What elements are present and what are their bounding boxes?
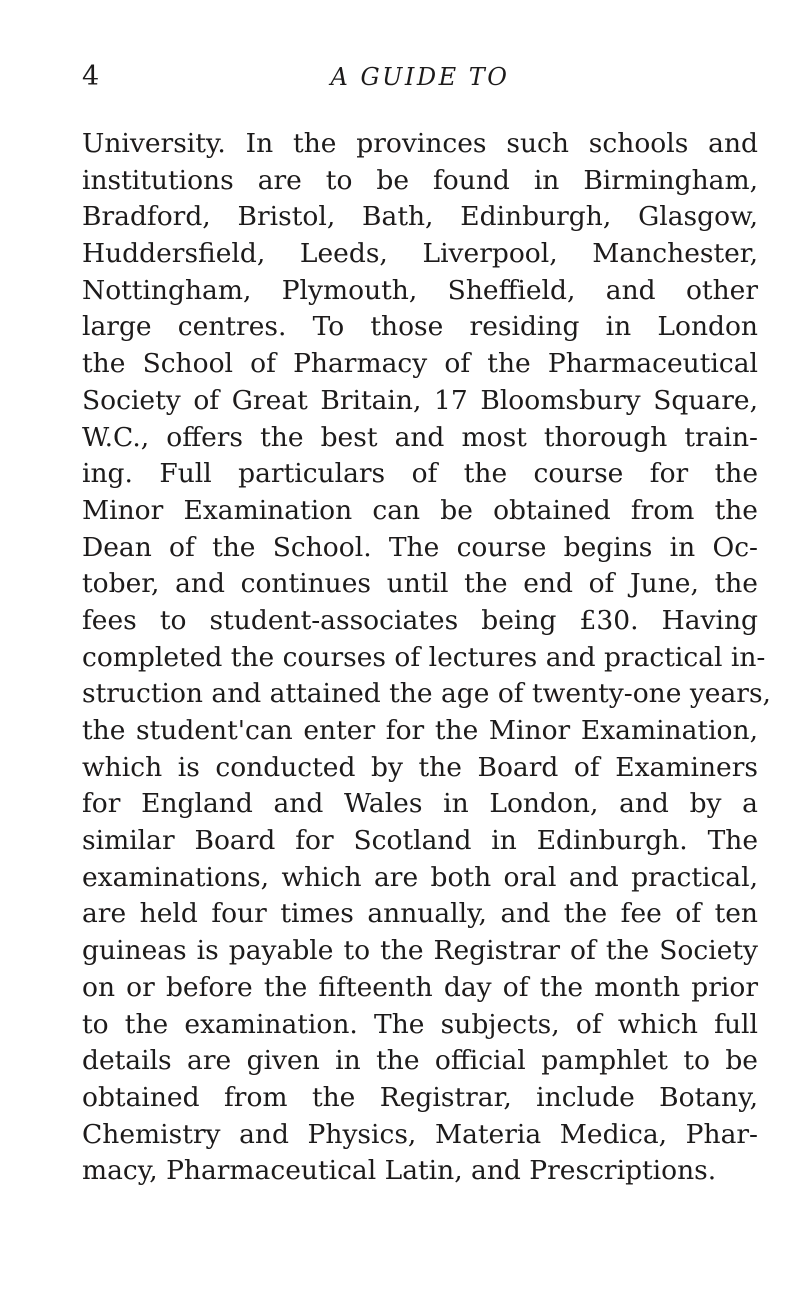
page-number: 4 <box>82 61 100 92</box>
text-line: University. In the provinces such schools and <box>82 128 758 159</box>
text-line: obtained from the Registrar, include Botany, <box>82 1081 758 1113</box>
text-line: W.C., offers the best and most thorough train- <box>82 421 758 453</box>
text-line: Society of Great Britain, 17 Bloomsbury Square, <box>82 384 758 416</box>
text-line: guineas is payable to the Registrar of the Society <box>82 935 758 967</box>
text-line: fees to student-associates being £30. Having <box>82 604 758 636</box>
text-line: Bradford, Bristol, Bath, Edinburgh, Glasgow, <box>82 201 758 233</box>
text-line: the student'can enter for the Minor Examination, <box>82 715 758 746</box>
running-head: A GUIDE TO <box>330 63 510 91</box>
text-line: Dean of the School. The course begins in Oc- <box>82 531 758 563</box>
text-line: to the examination. The subjects, of which full <box>82 1008 758 1040</box>
text-line: Huddersfield, Leeds, Liverpool, Manchester, <box>82 238 758 270</box>
text-line: the School of Pharmacy of the Pharmaceutical <box>82 348 758 380</box>
text-line: completed the courses of lectures and practical in- <box>82 641 766 673</box>
text-line: institutions are to be found in Birmingham, <box>82 164 758 196</box>
text-line: Minor Examination can be obtained from the <box>82 494 758 526</box>
text-line: Nottingham, Plymouth, Sheffield, and other <box>82 274 758 306</box>
body-paragraph <box>82 126 771 1190</box>
text-line: for England and Wales in London, and by a <box>82 788 758 820</box>
text-line: tober, and continues until the end of June, the <box>82 568 758 600</box>
text-line: examinations, which are both oral and practical, <box>82 861 758 893</box>
text-line: are held four times annually, and the fee of ten <box>82 898 758 930</box>
text-line: similar Board for Scotland in Edinburgh. The <box>82 825 758 857</box>
text-line: macy, Pharmaceutical Latin, and Prescriptions. <box>82 1155 717 1187</box>
text-line: details are given in the official pamphlet to be <box>82 1045 758 1077</box>
text-line: Chemistry and Physics, Materia Medica, Phar- <box>82 1118 758 1150</box>
text-line: on or before the fifteenth day of the month prior <box>82 971 758 1003</box>
text-line: large centres. To those residing in London <box>82 311 758 343</box>
text-line: struction and attained the age of twenty-one years, <box>82 678 771 710</box>
text-line: ing. Full particulars of the course for the <box>82 458 758 490</box>
text-line: which is conducted by the Board of Examiners <box>82 751 758 783</box>
